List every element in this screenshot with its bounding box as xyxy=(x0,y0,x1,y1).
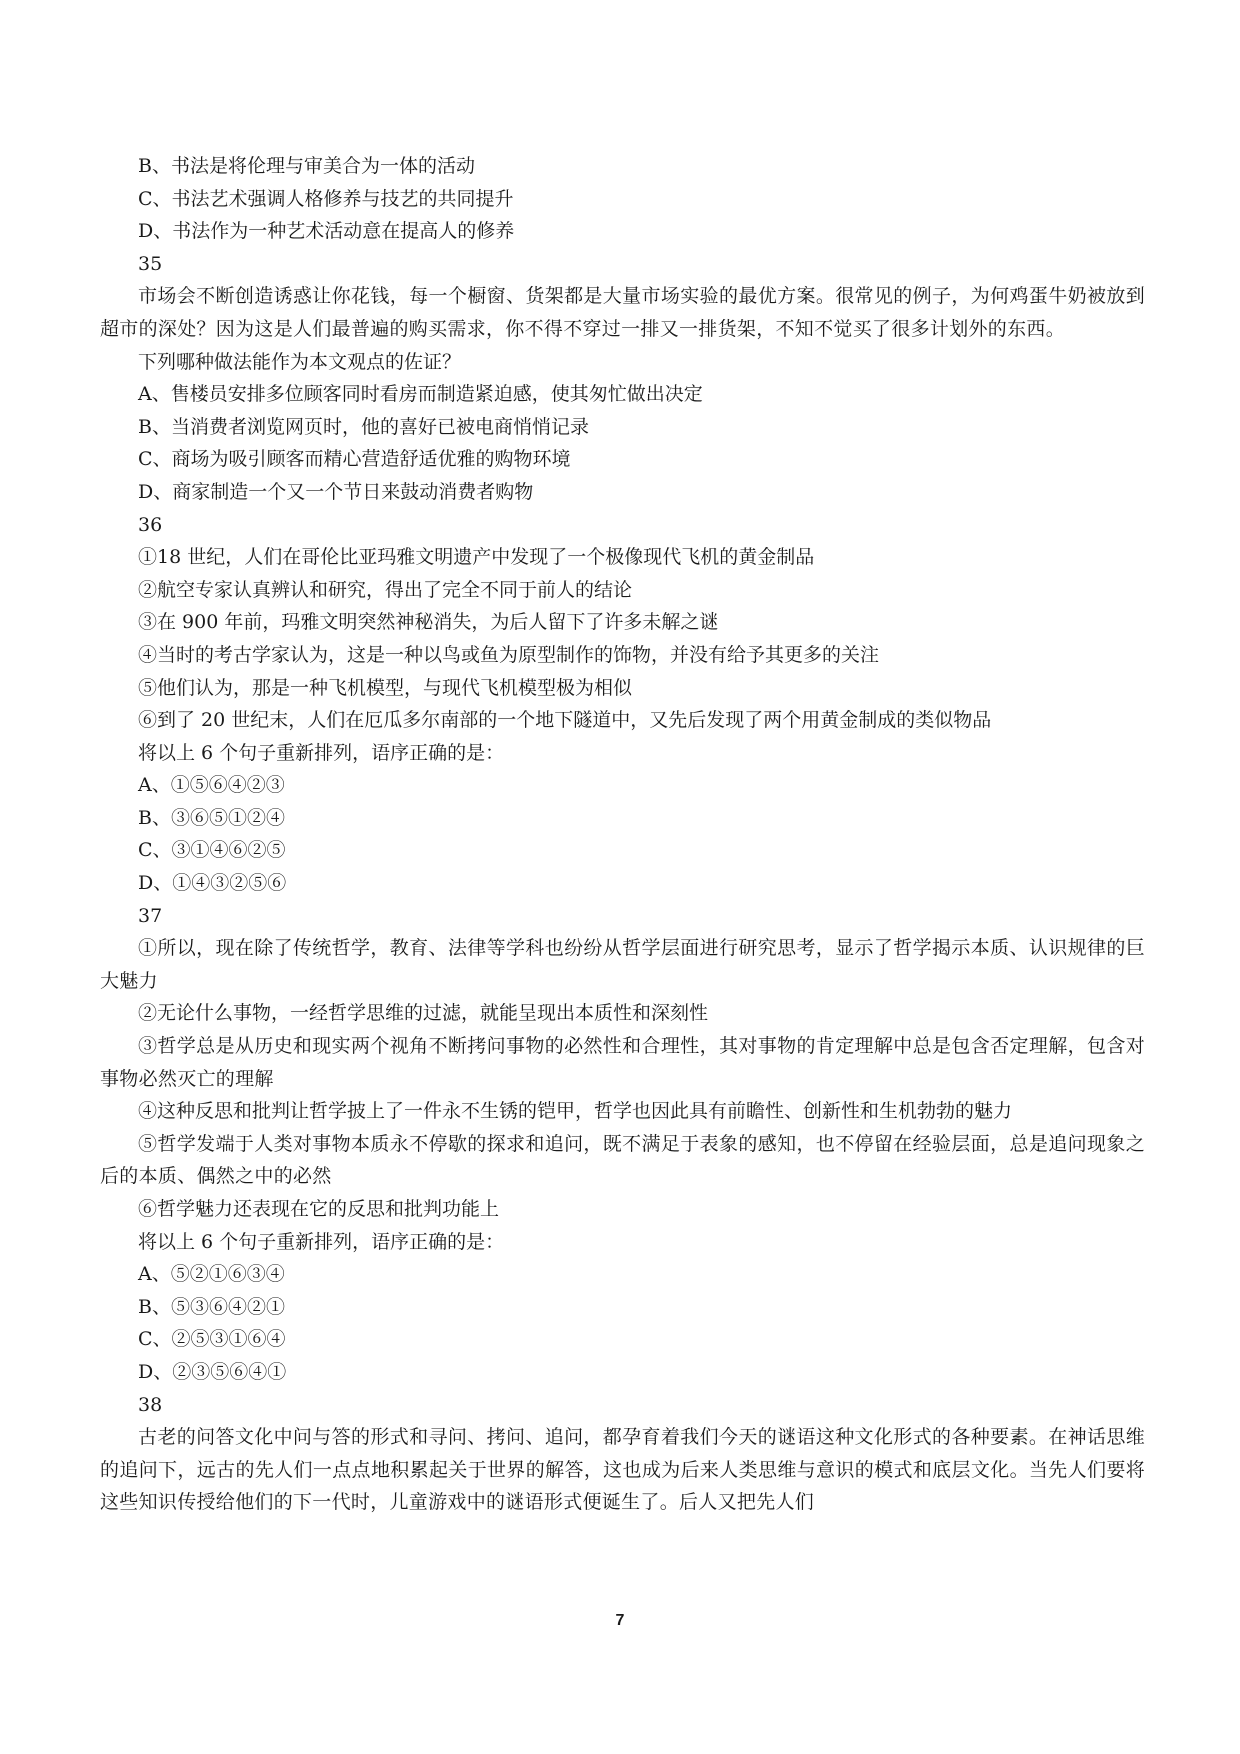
text-line: ⑥哲学魅力还表现在它的反思和批判功能上 xyxy=(138,1198,500,1220)
text-line: ⑤他们认为，那是一种飞机模型，与现代飞机模型极为相似 xyxy=(138,676,633,699)
text-line: D、①④③②⑤⑥ xyxy=(138,872,287,895)
text-line: 将以上 6 个句子重新排列，语序正确的是： xyxy=(138,741,505,764)
paragraph: 古老的问答文化中问与答的形式和寻问、拷问、追问，都孕育着我们今天的谜语这种文化形式的各种要素。在神话思维的追问下，远古的先人们一点点地积累起关于世界的解答，这也成为后来人类思维与意识的模式和底层文化。当先人们要将这些知识传授给他们的下一代时，儿童游戏中的谜语形式便诞生了。后人又把先人们 xyxy=(100,1426,1145,1514)
text-line: 36 xyxy=(138,513,163,536)
text-line: D、书法作为一种艺术活动意在提高人的修养 xyxy=(138,220,515,243)
text-line: A、⑤②①⑥③④ xyxy=(138,1263,285,1286)
text-line: ②无论什么事物，一经哲学思维的过滤，就能呈现出本质性和深刻性 xyxy=(138,1002,709,1025)
text-line: 下列哪种做法能作为本文观点的佐证？ xyxy=(138,350,462,373)
paragraph: ①所以，现在除了传统哲学，教育、法律等学科也纷纷从哲学层面进行研究思考，显示了哲学揭示本质、认识规律的巨大魅力 xyxy=(100,937,1145,992)
text-line: 38 xyxy=(138,1393,163,1416)
text-line: C、商场为吸引顾客而精心营造舒适优雅的购物环境 xyxy=(138,448,571,471)
text-line: ①18 世纪，人们在哥伦比亚玛雅文明遗产中发现了一个极像现代飞机的黄金制品 xyxy=(138,546,815,569)
text-line: B、书法是将伦理与审美合为一体的活动 xyxy=(138,155,475,177)
page-number: 7 xyxy=(615,1612,625,1629)
text-line: B、当消费者浏览网页时，他的喜好已被电商悄悄记录 xyxy=(138,415,589,438)
text-line: ③在 900 年前，玛雅文明突然神秘消失，为后人留下了许多未解之谜 xyxy=(138,611,719,634)
text-line: ⑥到了 20 世纪末，人们在厄瓜多尔南部的一个地下隧道中，又先后发现了两个用黄金制成的类似物品 xyxy=(138,709,992,732)
page-content xyxy=(100,150,1145,1519)
text-line: ④当时的考古学家认为，这是一种以鸟或鱼为原型制作的饰物，并没有给予其更多的关注 xyxy=(138,643,880,666)
text-line: 37 xyxy=(138,904,163,927)
text-line: C、②⑤③①⑥④ xyxy=(138,1328,286,1351)
paragraph: 市场会不断创造诱惑让你花钱，每一个橱窗、货架都是大量市场实验的最优方案。很常见的例子，为何鸡蛋牛奶被放到超市的深处？因为这是人们最普遍的购买需求，你不得不穿过一排又一排货架，不知不觉买了很多计划外的东西。 xyxy=(100,285,1145,340)
text-line: B、⑤③⑥④②① xyxy=(138,1295,285,1318)
paragraph: ③哲学总是从历史和现实两个视角不断拷问事物的必然性和合理性，其对事物的肯定理解中总是包含否定理解，包含对事物必然灭亡的理解 xyxy=(100,1035,1145,1090)
text-line: C、书法艺术强调人格修养与技艺的共同提升 xyxy=(138,187,514,210)
text-line: A、售楼员安排多位顾客同时看房而制造紧迫感，使其匆忙做出决定 xyxy=(138,383,703,406)
text-line: 35 xyxy=(138,252,163,275)
text-line: D、②③⑤⑥④① xyxy=(138,1360,287,1383)
text-line: D、商家制造一个又一个节日来鼓动消费者购物 xyxy=(138,480,534,503)
paragraph: ⑤哲学发端于人类对事物本质永不停歇的探求和追问，既不满足于表象的感知，也不停留在经验层面，总是追问现象之后的本质、偶然之中的必然 xyxy=(100,1132,1145,1188)
text-line: ②航空专家认真辨认和研究，得出了完全不同于前人的结论 xyxy=(138,578,633,601)
text-line: ④这种反思和批判让哲学披上了一件永不生锈的铠甲，哲学也因此具有前瞻性、创新性和生机勃勃的魅力 xyxy=(138,1100,1013,1123)
text-line: C、③①④⑥②⑤ xyxy=(138,839,286,862)
text-line: A、①⑤⑥④②③ xyxy=(138,774,285,797)
text-line: 将以上 6 个句子重新排列，语序正确的是： xyxy=(138,1230,505,1253)
text-line: B、③⑥⑤①②④ xyxy=(138,806,285,829)
